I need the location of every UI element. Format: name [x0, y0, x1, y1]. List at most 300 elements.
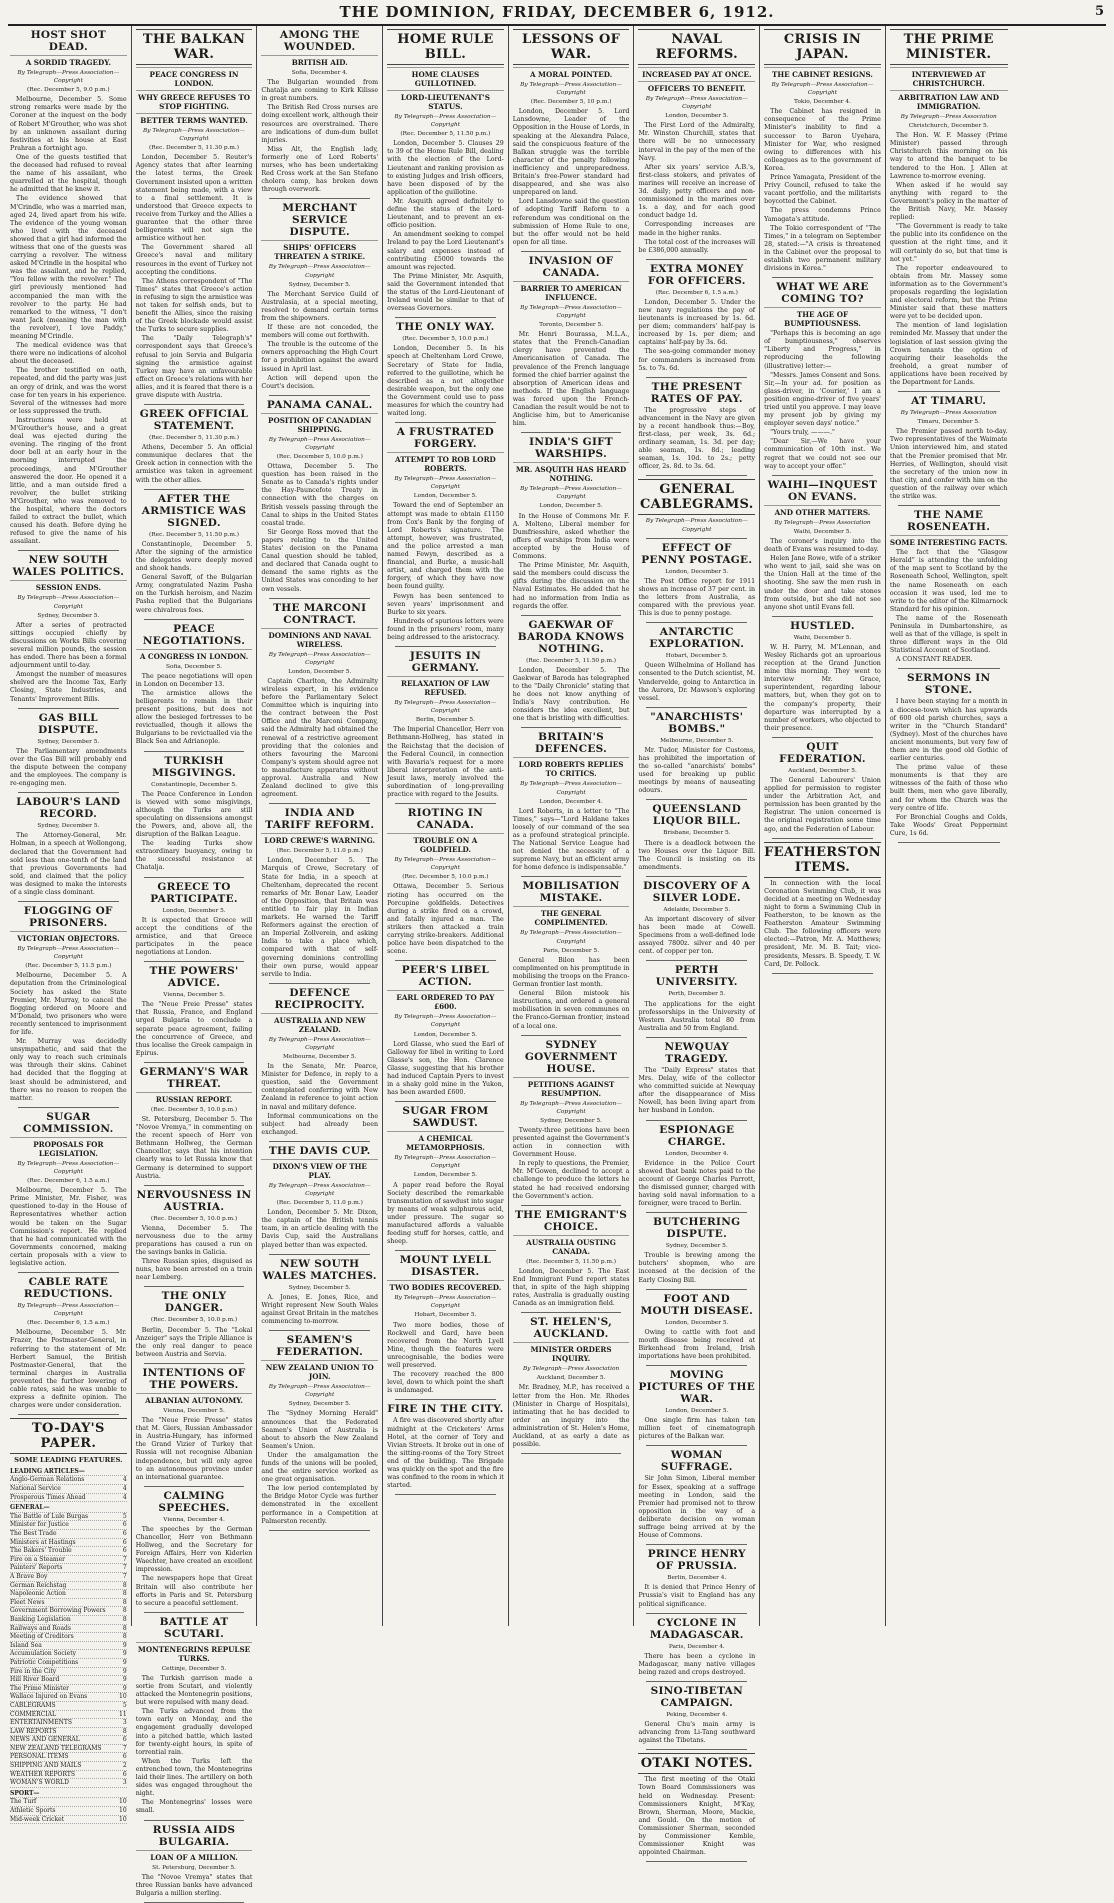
article-headline: GERMANY'S WAR THREAT.: [139, 1065, 249, 1090]
article-headline: MOVING PICTURES OF THE WAR.: [638, 1369, 756, 1406]
article-paragraph: In the Senate, Mr. Pearce, Minister for Defence, in reply to a question, said the Government contemplated conferring with New Zealand in reference to joint action in naval and military defence.: [261, 1063, 379, 1111]
article-paragraph: The Parliamentary amendments over the Gas Bill will probably end the dispute between the company and the employees. The company is re-engaging men.: [10, 747, 127, 788]
article-headline: LESSONS OF WAR.: [513, 29, 630, 65]
index-label: CABLEGRAMS: [10, 1701, 56, 1709]
article-divider: [772, 616, 873, 617]
article-divider: [646, 799, 747, 800]
article: [764, 620, 881, 733]
article-body: [638, 122, 755, 255]
article: [10, 796, 127, 897]
index-label: Meeting of Creditors: [10, 1633, 74, 1641]
article: [638, 381, 755, 472]
article: [261, 202, 378, 390]
article-dateline: Sydney, December 5.: [540, 1117, 603, 1124]
article-dateline: Berlin, December 4.: [667, 1575, 727, 1582]
article-headline: GREEK OFFICIAL STATEMENT.: [139, 408, 249, 433]
article-divider: [772, 973, 873, 974]
article-dateline: Cettinje, December 5.: [161, 1665, 227, 1672]
index-row: [10, 1530, 127, 1539]
article: [387, 29, 504, 313]
article-paragraph: The "Neue Freie Presse" states that Russia, France, and England urged Bulgaria to conclude a separate peace agreement, failing the concurrence of Greece, and thus localise the Greek campaign in Epirus.: [135, 1001, 253, 1057]
index-label: Fire in the City: [10, 1667, 57, 1675]
article-dateline: Waihi, December 5.: [793, 634, 852, 641]
article-divider: [269, 1330, 370, 1331]
index-row: [10, 1616, 127, 1625]
article-subheadline: ARBITRATION LAW AND IMMIGRATION.: [890, 90, 1008, 111]
index-row: [10, 1753, 127, 1762]
index-label: GENERAL—: [10, 1504, 50, 1512]
article-dateline: Peking, December 4.: [666, 1711, 728, 1718]
article-byline: By Telegraph—Press Association—Copyright: [520, 304, 623, 319]
column-7: [760, 26, 886, 1626]
article-divider: [646, 1861, 747, 1862]
article-paragraph: I have been staying for a month in a diocese-town which has upwards of 600 old parish churches, says a writer in the "Church Standard" (Sydney). Most of the churches have ancient monuments, but very few of them are in the good old Gothic of earlier centuries.: [889, 698, 1008, 763]
article: [638, 1369, 755, 1441]
index-row: [10, 1779, 127, 1788]
column-1: [6, 26, 132, 1823]
article-headline: NEW SOUTH WALES MATCHES.: [262, 1257, 377, 1282]
article-dateline: (Rec. December 5, 11.50 p.m.): [526, 1258, 617, 1265]
article-body: [513, 108, 630, 247]
article: [136, 1490, 253, 1608]
article-divider: [144, 1286, 245, 1287]
index-row: [10, 1607, 127, 1616]
article-divider: [646, 1544, 747, 1545]
index-page: 10: [119, 1693, 127, 1701]
index-page: 9: [122, 1658, 127, 1666]
index-row: [10, 1788, 127, 1799]
article-subheadline: LOAN OF A MILLION.: [136, 1850, 253, 1862]
todays-paper-index: [10, 1418, 127, 1824]
article-paragraph: When asked if he would say anything with regard to the Government's policy in the matter of the British Navy, Mr. Massey replied:: [889, 181, 1008, 222]
article: [261, 1334, 378, 1526]
article-paragraph: Ottawa, December 5. Serious rioting has occurred on the Porcupine goldfields. Detectives during a strike fired on a crowd, and fatally injured a man. The strikers then attacked a train carrying strike-breakers. Additional police have been dispatched to the scene.: [387, 883, 504, 956]
article-subheadline: A MORAL POINTED.: [513, 67, 630, 79]
article-paragraph: In the House of Commons Mr. F. A. Molteno, Liberal member for Dumfriesshire, asked whether the offers of warships from India were accepted by the House of Commons.: [512, 512, 630, 561]
article-divider: [521, 727, 622, 728]
index-label: Athletic Sports: [10, 1807, 56, 1815]
article: [136, 1616, 253, 1816]
article-subheadline: MONTENEGRINS REPULSE TURKS.: [136, 1642, 253, 1663]
article-paragraph: Melbourne, December 5. Mr. Frazer, the Postmaster-General, in referring to the statement of Mr. Herbert Samuel, the British Postmaster-General, that the terminal charges in Australia prevented the further lowering of cable rates, said he was unable to express a definite opinion. The charges were under consideration.: [10, 1329, 127, 1410]
article-headline: CYCLONE IN MADAGASCAR.: [649, 1616, 744, 1641]
index-row: [10, 1590, 127, 1599]
article-paragraph: Hundreds of spurious letters were found in the prisoners' room, many being addressed to the aristocracy.: [387, 617, 504, 641]
article-subheadline: RELAXATION OF LAW REFUSED.: [387, 676, 504, 697]
index-page: 6: [122, 1521, 127, 1529]
article-byline: By Telegraph—Press Association—Copyright: [17, 1303, 120, 1318]
article-divider: [269, 598, 370, 599]
article-headline: GAS BILL DISPUTE.: [38, 711, 99, 736]
article-headline: SUGAR COMMISSION.: [23, 1110, 114, 1135]
article-body: [764, 108, 881, 273]
index-page: 6: [122, 1547, 127, 1555]
article-paragraph: Instructions were held at M'Grouther's house, and a great deal was ejected during the evening. The ringing of the front door bell at an early hour in the morning interrupted the proceedings, and M'Grouther answered the door. He opened it a little, and a man outside fired a revolver, the bullet striking M'Grouther, who was removed to the hospital, where the doctors failed to extract the bullet, which caused his death. Before dying he refused to give the name of his assailant.: [10, 416, 127, 546]
article-paragraph: Amongst the number of measures shelved are the Income Tax, Early Closing, State Industries, and Tenants' Improvement Bills.: [10, 671, 127, 703]
article-divider: [646, 1365, 747, 1366]
article-headline: QUIT FEDERATION.: [779, 740, 866, 765]
article-paragraph: London, December 5. Mr. Dixon, the captain of the British tennis team, in an article dealing with the Davis Cup, said the Australians played better than was expected.: [261, 1209, 379, 1249]
article-body: [136, 791, 253, 873]
article-subheadline: THE AGE OF BUMPTIOUSNESS.: [764, 307, 881, 328]
article-paragraph: When the Turks left the entrenched town, the Montenegrins laid their lines. The artillery on both sides was engaged throughout the night.: [135, 1757, 253, 1798]
article-body: [387, 1322, 504, 1396]
article: [890, 509, 1008, 664]
article-divider: [646, 960, 747, 961]
index-row: [10, 1642, 127, 1651]
article-paragraph: The Prime Minister, Mr. Asquith, said the members could discuss the gifts during the discussion on the Naval Estimates. He added that he had no information from India as regards the offer.: [512, 562, 630, 610]
index-row: [10, 1599, 127, 1608]
article-body: [261, 1209, 378, 1249]
article-subheadline: LORD-LIEUTENANT'S STATUS.: [387, 90, 504, 111]
article-dateline: (Rec. December 5, 10.0 p.m.): [150, 1215, 238, 1222]
index-row: [10, 1485, 127, 1494]
article-paragraph: One of the guests testified that the deceased had refused to reveal the name of his assailant, who quarrelled at the hospital, though he admitted that he knew it.: [10, 153, 127, 194]
index-label: Hill River Board: [10, 1676, 60, 1684]
article-divider: [269, 1141, 370, 1142]
article-paragraph: The British Red Cross nurses are doing excellent work, although their resources are overstrained. There are indications of dum-dum bullet injuries.: [261, 104, 379, 144]
article-dateline: London, December 5.: [162, 907, 226, 914]
article-paragraph: One single firm has taken ten million feet of cinematograph pictures of the Balkan war.: [638, 1417, 756, 1441]
article-byline: By Telegraph—Press Association—Copyright: [268, 264, 371, 279]
article-dateline: St. Petersburg, December 5.: [152, 1864, 236, 1871]
article: [387, 964, 504, 1097]
article-dateline: (Rec. December 5, 11.0 p.m.): [276, 848, 363, 855]
article-body: [638, 1067, 755, 1116]
article-subheadline: TROUBLE ON A GOLDFIELD.: [387, 833, 504, 854]
article-subheadline: INCREASED PAY AT ONCE.: [638, 67, 755, 79]
index-label: SHIPPING AND MAILS: [10, 1762, 82, 1770]
article-body: [764, 538, 881, 612]
article-body: [638, 1653, 755, 1677]
article-divider: [521, 1035, 622, 1036]
article-paragraph: The coroner's inquiry into the death of Evans was resumed to-day.: [764, 537, 881, 554]
article-paragraph: Melbourne, December 5. The Prime Minister, Mr. Fisher, was questioned to-day in the House of Representatives whether action would be taken on the Sugar Commission's report. He replied that he had communicated with the Governments concerned, making certain proposals with a view to legislative action.: [10, 1187, 127, 1267]
article-paragraph: The Athens correspondent of "The Times" states that Greece's action in refusing to sign the armistice was not taken for selfish ends, but to benefit the Allies, since the raising of the Greek blockade would assist the Turks to secure supplies.: [135, 277, 253, 334]
article-dateline: London, December 4.: [539, 798, 603, 805]
article-headline: THE PRESENT RATES OF PAY.: [650, 380, 743, 405]
article: [136, 1824, 253, 1898]
index-label: The Bakers' Trouble: [10, 1547, 72, 1555]
article-paragraph: Fewyn has been sentenced to seven years' imprisonment and Burke to six years.: [387, 592, 504, 616]
article-paragraph: The Attorney-General, Mr. Holman, in a speech at Wollongong, declared that the Government had sold less than one-tenth of the land that previous Governments had sold, and claimed that the policy was designed to make the interests of a single class dominant.: [10, 832, 127, 896]
article-divider: [144, 1363, 245, 1364]
article-byline: By Telegraph—Press Association—Copyright: [520, 781, 623, 796]
article-paragraph: The Turks advanced from the town early on Monday, and the engagement gradually developed into a pitched battle, which lasted for twenty-eight hours, in spite of torrential rain.: [135, 1708, 253, 1756]
article-paragraph: Mr. Asquith agreed definitely to define the status of the Lord-Lieutenant, and to prevent an ex-officio position.: [387, 197, 504, 230]
index-row: [10, 1539, 127, 1548]
article-paragraph: London, December 5. In his speech at Cheltenham Lord Crewe, Secretary of State for India, referred to the guillotine, which he described as a not altogether desirable weapon, but the only one the Government could use to pass measures for which the country had waited long.: [387, 345, 504, 418]
article-paragraph: The "Novoe Vremya" states that three Russian banks have advanced Bulgaria a million sterling.: [135, 1873, 253, 1897]
article-headline: QUEENSLAND LIQUOR BILL.: [652, 803, 742, 828]
index-row: [10, 1476, 127, 1485]
index-label: National Service: [10, 1485, 61, 1493]
article-paragraph: Miss Alt, the English lady, formerly one of Lord Roberts' nurses, who has been undertaking Red Cross work at the San Stefano cholera camp, has broken down through overwork.: [261, 145, 379, 194]
index-page: 8: [122, 1598, 127, 1606]
article: [638, 1041, 755, 1116]
article-divider: [521, 1205, 622, 1206]
article-body: [136, 1225, 253, 1283]
article-paragraph: In connection with the local Coronation Swimming Club, it was decided at a meeting on Wednesday night to form a Swimming Club in Featherston, to be known as the Featherston Amateur Swimming Club. The following officers were elected:—Patron, Mr. A. Matthews; president, Mr. M. B. Tait; vice-presidents, Messrs. B. Speedy, T. W. Card, Dr. Pollock.: [764, 879, 881, 968]
index-page: 7: [122, 1555, 127, 1563]
article: [10, 1276, 127, 1410]
index-label: The Battle of Lule Burgas: [10, 1512, 89, 1520]
article-divider: [646, 259, 747, 260]
index-row: [10, 1736, 127, 1745]
article-body: [10, 622, 127, 704]
article: [387, 426, 504, 642]
article-dateline: Constantinople, December 5.: [151, 781, 237, 788]
article-dateline: Perth, December 5.: [668, 991, 726, 998]
index-label: Fleet News: [10, 1598, 45, 1606]
article-dateline: Sofia, December 5.: [166, 663, 223, 670]
article-paragraph: "Yours truly, ———.": [770, 429, 835, 437]
article-byline: By Telegraph—Press Association—Copyright: [268, 1036, 371, 1051]
article-body: [261, 1063, 378, 1137]
column-2: [132, 26, 258, 1897]
index-row: [10, 1547, 127, 1556]
index-label: The Turf: [10, 1798, 37, 1806]
article: [638, 1293, 755, 1361]
article-dateline: Sydney, December 5.: [288, 1401, 351, 1408]
article-divider: [269, 1254, 370, 1255]
article-divider: [144, 1486, 245, 1487]
article: [136, 1189, 253, 1283]
article-dateline: Sofia, December 4.: [291, 70, 348, 76]
article-divider: [18, 1107, 119, 1108]
index-page: 4: [122, 1493, 127, 1501]
article-byline: By Telegraph—Press Association—Copyright: [394, 700, 497, 715]
article-headline: FEATHERSTON ITEMS.: [764, 842, 881, 878]
article-dateline: Adelaide, December 5.: [663, 906, 731, 913]
article-paragraph: The name of the Roseneath Peninsula in Dumbartonshire, as well as that of the village, is spelt in three different ways in the Old Statistical Account of Scotland.: [889, 614, 1008, 655]
index-page: 10: [119, 1807, 127, 1815]
index-label: The Prime Minister: [10, 1684, 70, 1692]
article-body: [638, 916, 755, 956]
article-paragraph: The prime value of these monuments is that they are witnesses of the faith of those who built them, men who gave liberally, and for whom the Church was the very centre of life.: [889, 764, 1008, 812]
article-body: [387, 502, 504, 642]
article-headline: BRITAIN'S DEFENCES.: [535, 731, 608, 756]
index-page: 9: [122, 1641, 127, 1649]
article-headline: WOMAN SUFFRAGE.: [660, 1449, 733, 1474]
article-paragraph: The Prime Minister, Mr. Asquith, said the Government intended that the status of the Lord-Lieutenant of Ireland would be similar to that of overseas Governors.: [387, 272, 504, 313]
article-subheadline: WHY GREECE REFUSES TO STOP FIGHTING.: [136, 90, 253, 111]
article-headline: BATTLE AT SCUTARI.: [159, 1615, 229, 1640]
article-dateline: Brisbane, December 5.: [663, 830, 731, 837]
article-headline: "ANARCHISTS' BOMBS.": [650, 710, 744, 735]
article: [136, 755, 253, 873]
index-page: 8: [122, 1727, 127, 1735]
article-body: [387, 345, 504, 418]
article-body: [136, 673, 253, 747]
article-body: [387, 1041, 504, 1098]
article-body: [136, 1417, 253, 1482]
article: [136, 881, 253, 958]
article-paragraph: Action will depend upon the Court's decision.: [261, 374, 379, 390]
article-headline: PRINCE HENRY OF PRUSSIA.: [647, 1548, 746, 1573]
article-dateline: Hobart, December 5.: [665, 653, 728, 660]
article-body: [764, 330, 881, 471]
article-divider: [898, 668, 1000, 669]
article-divider: [521, 251, 622, 252]
index-page: 7: [122, 1573, 127, 1580]
column-5: [509, 26, 635, 1626]
article-headline: SERMONS IN STONE.: [906, 672, 991, 697]
todays-paper-subheadline: SOME LEADING FEATURES.: [14, 1456, 123, 1465]
masthead: [8, 0, 1106, 26]
article-dateline: London, December 5.: [665, 1319, 729, 1326]
index-page: 11: [119, 1710, 127, 1718]
article: [261, 399, 378, 594]
article-dateline: London, December 5.: [665, 568, 729, 575]
article-headline: RIOTING IN CANADA.: [407, 807, 484, 832]
index-label: SPORT—: [10, 1789, 40, 1797]
column-4: [383, 26, 509, 1626]
article-headline: FLOGGING OF PRISONERS.: [23, 905, 113, 930]
article: [513, 619, 630, 724]
article: [513, 1209, 630, 1309]
article-paragraph: An amendment seeking to compel Ireland to pay the Lord Lieutenant's salary and expenses instead of contributing £5000 towards the amount was rejected.: [387, 231, 504, 271]
article-headline: EXTRA MONEY FOR OFFICERS.: [647, 262, 746, 287]
index-page: 10: [119, 1815, 127, 1823]
article-paragraph: A CONSTANT READER.: [895, 656, 973, 664]
article-body: [136, 1116, 253, 1181]
article-divider: [144, 404, 245, 405]
index-row: [10, 1564, 127, 1573]
index-label: Ministers at Hastings: [10, 1538, 76, 1546]
article-headline: THE MARCONI CONTRACT.: [273, 601, 367, 626]
article-subheadline: MINISTER ORDERS INQUIRY.: [513, 1342, 630, 1363]
index-page: 4: [122, 1485, 127, 1493]
article-headline: CABLE RATE REDUCTIONS.: [23, 1276, 113, 1301]
article-subheadline: PEACE CONGRESS IN LONDON.: [136, 67, 253, 88]
index-row: [10, 1573, 127, 1582]
article-paragraph: London, December 5. Reuter's Agency states that after learning the latest terms, the Greek Government insisted upon a written statement being made, with a view to a final settlement. It is understood that Greece expects to receive from Turkey and the Allies a guarantee that the other three belligerents will not sign the armistice without her.: [135, 154, 253, 243]
article-byline: By Telegraph—Press Association—Copyright: [17, 1160, 120, 1175]
article-byline: By Telegraph—Press Association—Copyright: [520, 486, 623, 501]
index-label: Mid-week Cricket: [10, 1815, 65, 1823]
article-body: [638, 747, 755, 796]
article-body: [387, 726, 504, 799]
article-body: [638, 1417, 755, 1441]
article-byline: By Telegraph—Press Association—Copyright: [268, 436, 371, 451]
article-paragraph: The Premier passed north to-day. Two representatives of the Waimate Union interviewed him, and stated that the Premier promised that Mr. Herries, of Wellington, should visit the secretary of the union now in that city, and confer with him on the question of the railway over which the strike was.: [889, 428, 1008, 501]
article-headline: THE DAVIS CUP.: [268, 1144, 371, 1157]
article-divider: [646, 622, 747, 623]
article-dateline: (Rec. December 5, 10.0 p.m.): [276, 454, 363, 460]
article-divider: [18, 792, 119, 793]
index-label: WOMAN'S WORLD: [10, 1779, 69, 1787]
article-paragraph: W. H. Parry, M. M'Lennan, and Wesley Richards got an uproarious reception at the Grand Junction mine this morning. They went to interview Mr. Grace, superintendent, regarding labour matters, but, when they got on to the company's property, their departure was interrupted by a number of workers, who objected to their presence.: [764, 643, 881, 732]
index-label: German Reichstag: [10, 1581, 67, 1589]
article-body: [638, 840, 755, 872]
article-divider: [144, 877, 245, 878]
article-byline: By Telegraph—Press Association—Copyright: [394, 1295, 497, 1310]
article-dateline: Waihi, December 5.: [793, 528, 852, 535]
article-byline: By Telegraph—Press Association—Copyright: [394, 857, 497, 872]
page-number: 5: [1094, 4, 1104, 19]
article-headline: THE NAME ROSENEATH.: [907, 509, 991, 534]
article-divider: [646, 1749, 747, 1750]
article-body: [136, 444, 253, 484]
article-headline: ST. HELEN'S, AUCKLAND.: [530, 1316, 613, 1341]
article-subheadline: RUSSIAN REPORT.: [136, 1092, 253, 1104]
article-paragraph: London, December 5. The Marquis of Crewe, Secretary of State for India, in a speech at Cheltenham, deprecated the recent remarks of Mr. Bonar Law, Leader of the Opposition, that Britain was entitled to fair play in Indian markets. He warned the Tariff Reformers against the erection of an Imperial Zollverein, and asking India to take a place which, compared with that of self-governing dominions controlling their own purse, would appear servile to India.: [261, 857, 379, 978]
article-divider: [646, 1289, 747, 1290]
article-paragraph: After a series of protracted sittings occupied chiefly by discussions on Works Bills covering several million pounds, the session has ended. There has been a formal adjournment until to-day.: [10, 621, 127, 670]
article-body: [513, 667, 630, 724]
article-paragraph: After six years' service A.B.'s, first-class stokers, and privates of marines will receive an increase of 3d. daily; petty officers and non-commissioned in the marines over 1s. a day, and for each good conduct badge 1d.: [638, 163, 756, 220]
article-subheadline: A CONGRESS IN LONDON.: [136, 649, 253, 661]
article-dateline: Sydney, December 5.: [37, 738, 100, 745]
article-dateline: Vienna, December 4.: [163, 1516, 225, 1523]
article: [513, 731, 630, 872]
article-dateline: (Rec. December 5, 10.0 p.m.): [150, 1106, 238, 1113]
article-byline: By Telegraph—Press Association—Copyright: [17, 946, 120, 961]
article-paragraph: London, December 5. The Gaekwar of Baroda has telegraphed to the "Daily Chronicle" stating that he does not know anything of India's Navy contribution. He considers the idea excellent, but one that is bristling with difficulties.: [512, 666, 630, 723]
index-row: [10, 1745, 127, 1754]
article-dateline: (Rec. December 6, 1.5 a.m.): [655, 289, 738, 296]
article-body: [261, 857, 378, 978]
article: [513, 436, 630, 610]
index-row: [10, 1494, 127, 1503]
article-subheadline: DOMINIONS AND NAVAL WIRELESS.: [261, 628, 378, 649]
article-dateline: Melbourne, December 5.: [283, 1053, 357, 1060]
article-paragraph: London, December 5. Lord Lansdowne, Leader of the Opposition in the House of Lords, in speaking at the Alexandra Palace, said the conspicuous feature of the Balkan struggle was the terrible character of the penalty following inefficiency and unpreparedness. Britain's free-Power standard had disappeared, and she was also unprepared on land.: [512, 108, 630, 197]
article-body: [10, 1187, 127, 1268]
article-paragraph: It is denied that Prince Henry of Prussia's visit to England has any political significance.: [638, 1584, 756, 1608]
article-body: [513, 1127, 630, 1201]
article-paragraph: A paper read before the Royal Society described the remarkable transmutation of sawdust into sugar by means of weak sulphurous acid, under pressure. The sugar so manufactured affords a valuable feeding stuff for horses, cattle, and sheep.: [387, 1181, 504, 1246]
article-dateline: Berlin, December 5.: [415, 717, 475, 724]
index-label: Painters' Reports: [10, 1564, 63, 1572]
index-page: 6: [122, 1538, 127, 1546]
article-paragraph: The reporter endeavoured to obtain from Mr. Massey some information as to the Government's proposals regarding the legislation and electoral reform, but the Prime Minister said that these matters were yet to be decided upon.: [889, 264, 1008, 321]
article: [136, 1290, 253, 1358]
article-dateline: London, December 5.: [665, 113, 729, 120]
article-body: [261, 1410, 378, 1525]
index-row: [10, 1513, 127, 1522]
article-body: [513, 808, 630, 873]
article-divider: [269, 983, 370, 984]
article-dateline: (Rec. December 6, 1.5 a.m.): [27, 1178, 110, 1185]
article-subheadline: AUSTRALIA AND NEW ZEALAND.: [261, 1013, 378, 1034]
article-body: [261, 1294, 378, 1326]
article-divider: [395, 1399, 496, 1400]
article-subheadline: MR. ASQUITH HAS HEARD NOTHING.: [513, 462, 630, 483]
article-body: [261, 678, 378, 799]
index-page: 6: [122, 1753, 127, 1761]
index-label: LEADING ARTICLES—: [10, 1467, 85, 1475]
article-paragraph: A. Jones, E. Jones, Rice, and Wright represent New South Wales against Great Britain in the matches commencing to-morrow.: [261, 1293, 379, 1326]
article-divider: [144, 1612, 245, 1613]
article-headline: AMONG THE WOUNDED.: [279, 29, 360, 53]
article: [638, 1216, 755, 1284]
article: [638, 542, 755, 619]
article: [890, 672, 1008, 838]
article-subheadline: LORD CREWE'S WARNING.: [261, 833, 378, 845]
article-dateline: Sydney, December 5.: [37, 612, 100, 619]
article-byline: By Telegraph—Press Association: [523, 1366, 620, 1373]
article-paragraph: Mr. Henri Bourassa, M.L.A., states that the French-Canadian clergy have prevented the Americanisation of Canada. The prevalence of the French language formed the chief barrier against the absorption of American ideas and methods. If the English language was forced upon the French-Canadian the result would be not to Anglicise him, but to Americanise him.: [512, 331, 630, 428]
article-headline: BUTCHERING DISPUTE.: [653, 1216, 741, 1241]
article-paragraph: The leading Turks show extraordinary buoyancy, owing to the successful resistance at Chatalja.: [135, 840, 253, 872]
article-paragraph: The "Sydney Morning Herald" announces that the Federated Seamen's Union of Australia is about to absorb the New Zealand Seamen's Union.: [261, 1410, 379, 1450]
article-headline: FOOT AND MOUTH DISEASE.: [640, 1292, 754, 1317]
article-dateline: Vienna, December 5.: [163, 1407, 225, 1414]
article-body: [261, 291, 378, 391]
article-headline: THE BALKAN WAR.: [136, 29, 253, 65]
